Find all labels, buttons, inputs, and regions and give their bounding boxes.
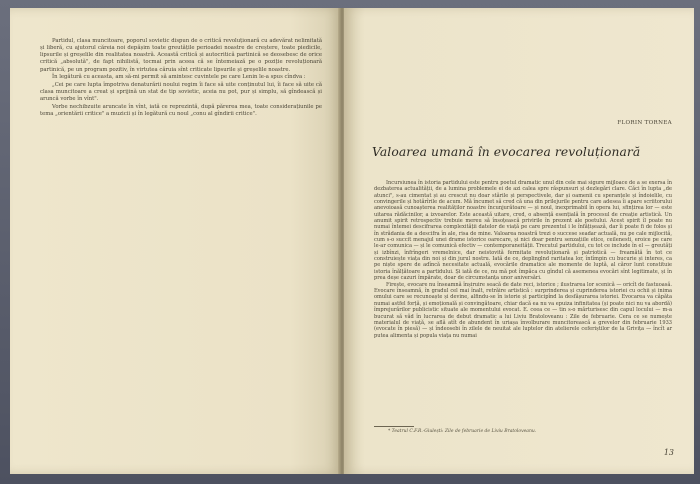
footnote: * Teatrul C.F.R.-Giulești: Zile de februarie de Liviu Bratoloveanu. <box>388 429 537 434</box>
left-page <box>10 8 340 474</box>
page-number: 13 <box>663 448 674 457</box>
left-page-body <box>40 38 322 119</box>
article-title: Valoarea umană în evocarea revoluționară <box>372 145 641 159</box>
paragraph: În legătură cu aceasta, am să-mi permit să amintesc cuvintele pe care Lenin le-a spus cîndva : <box>52 74 306 81</box>
article-body <box>374 180 672 339</box>
paragraph: Vorbe nechibzuite aruncate în vînt, iată ce reprezintă, după părerea mea, toate considerațiunile pe tema „orientării critice" a muzicii și în legătură cu noul „conu al gîndirii critice". <box>40 103 322 118</box>
paragraph: Partidul, clasa muncitoare, poporul sovietic dispun de o critică revoluționară cu adevărat nelimitată și liberă, cu ajutorul căreia noi depășim toate greutățile perioadei noastre de creștere, toate piedicile, lipsurile și greșelile din realitatea noastră. Această critică și autocritică partinică se deosebesc de orice critică „absolută", de fapt nihilistă, tocmai prin aceea că se întemeiază pe o poziție revoluționară partinică, pe un program pozitiv, în virtutea căruia sînt criticate lipsurile și greșelile noastre. <box>40 38 322 73</box>
quote-paragraph: „Cei pe care lupta împotriva denaturării noului regim îi face să uite conținutul lui, îi face să uite că clasa muncitoare a creat și sprijină un stat de tip sovietic, aceia nu pot, pur și simplu, să gîndească și aruncă vorbe în vînt". <box>40 81 322 103</box>
footnote-rule <box>374 426 414 427</box>
article-author: FLORIN TORNEA <box>617 120 672 126</box>
right-page <box>344 8 694 474</box>
paragraph: Firește, evocare nu înseamnă înșiruire seacă de date reci, istorice ; ilustrarea lor scenică — oricît de fastuoasă. Evocare înseamnă, în gradul cel mai înalt, retrăire artistică : surprinderea și cuprinderea istoriei cu ochii și inima omului care se recunoaște și devine, alfindu-se în istorie și participînd la desfășurarea istoriei. Evocarea va căpăta numai astfel forță, și emoțională și convingătoare, chiar dacă ea nu va epuiza infinitatea (și poate nici nu va abordă) împrejurărilor publicistic situate ale momentului evocat. E. ceea ce — tin s-o mărturisesc din capul locului — m-a bucurat să văd în lucrarea de debut dramatic a lui Liviu Bratoloveanu : Zile de februarie. Cera ce se numește materialul de viață, se află atît de abundent în uriașa învolburare muncitorească a grevelor din februarie 1933 (evocate în piesă) — și îndeosebi în zilele de neuitat ale luptelor din atelierele ceferiștilor de la Grivița — încît ar putea alimenta și popula viața nu numai <box>374 281 672 339</box>
paragraph: Incursiunea în istoria partidului este pentru poetul dramatic unul din cele mai sigure mijloace de a se exersa în dezbaterea actualității, de a lumina problemele ei de azi calea spre răspunsuri și dezlegări clare. Căci în lupta „de atunci", s-au cimentat și au crescut nu doar stările și perspectivele, dar și oamenii cu speranțele și îndoielile, cu convingerile și hotărîrile de acum. Mă încumet să cred că una din prilejurile pentru care adesea îi apare scriitorului anevoioasă cunoașterea realităților noastre încunjurătoare — și noul, inexprimabil în opera lui, sfințirea lor — este uitarea rădăcinilor, a izvoarelor. Este această uitare, cred, o absență esențială în procesul de creație artistică. Un anumit spirit retrospectiv trebuie mereu să însoțească privirile în prezent ale poetului. Acest spirit îl poate nu numai întemei descifrarea complexității datelor de viață pe care prezentul i le înfățișează, dar îi poate fi de folos și în strădania de a descifra în ale, risa de mine. Valoarea noastră trezi o succese seadar actuală, nu pe cale mijlocită, cum s-o succit menajul unei drame istorice oarecare, și nici doar pentru senzațiile etice, ceilenesti, eroice pe care le-ar comunica — și le comunică efectiv — contemporaneității. Trecutul partidului, cu tot ce include în el — greutăți și izbînzi, înfrîngeri vremelnice, dar neistovită fermitate revoluționară și patriotică — freamătă în tot ce construiește viața din noi și din jurul nostru. Iată de ce, deplinglnd raritatea lor, întîmpin cu bucurie și interes, ca pe niște spere de adîncă necesitate actuală, evocările dramatice ale momente de luptă, al căror lunt constituie istoria înălțătoare a partidului. Și iată de ce, nu mă pot împăca cu gîndul că asemenea evocări sînt legitimate, și în prea deșe cazuri împărate, doar de circumstanța unor aniversări. <box>374 180 672 282</box>
